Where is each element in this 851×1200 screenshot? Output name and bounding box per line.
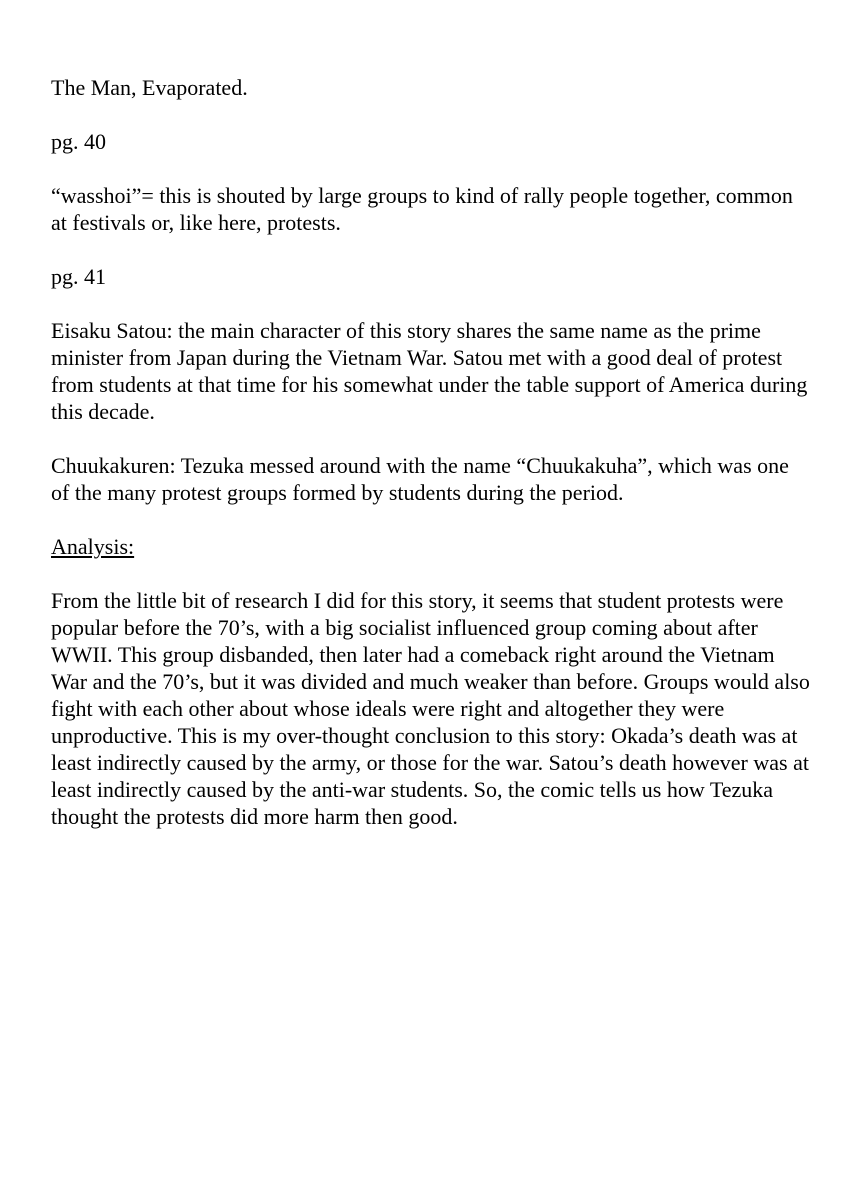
page-reference-41: pg. 41 [51, 264, 106, 289]
analysis-paragraph: From the little bit of research I did for this story, it seems that student protests were popular before the 70’s, with a big socialist influenced group coming about after WWII. This group disbanded, then later had a comeback right around the Vietnam War and the 70’s, but it was divided and much weaker than before. Groups would also fight with each other about whose ideals were right and altogether they were unproductive. This is my over-thought conclusion to this story: Okada’s death was at least indirectly caused by the army, or those for the war. Satou’s death however was at least indirectly caused by the anti-war students. So, the comic tells us how Tezuka thought the protests did more harm then good. [51, 588, 810, 829]
page-reference-40: pg. 40 [51, 129, 106, 154]
document-title: The Man, Evaporated. [51, 75, 248, 100]
note-wasshoi: “wasshoi”= this is shouted by large groups to kind of rally people together, common at festivals or, like here, protests. [51, 183, 793, 235]
note-eisaku-satou: Eisaku Satou: the main character of this story shares the same name as the prime minister from Japan during the Vietnam War. Satou met with a good deal of protest from students at that time for his somewhat under the table support of America during this decade. [51, 318, 808, 424]
note-chuukakuren: Chuukakuren: Tezuka messed around with the name “Chuukakuha”, which was one of the many protest groups formed by students during the period. [51, 453, 789, 505]
analysis-heading: Analysis: [51, 534, 135, 559]
document-body [51, 74, 811, 857]
